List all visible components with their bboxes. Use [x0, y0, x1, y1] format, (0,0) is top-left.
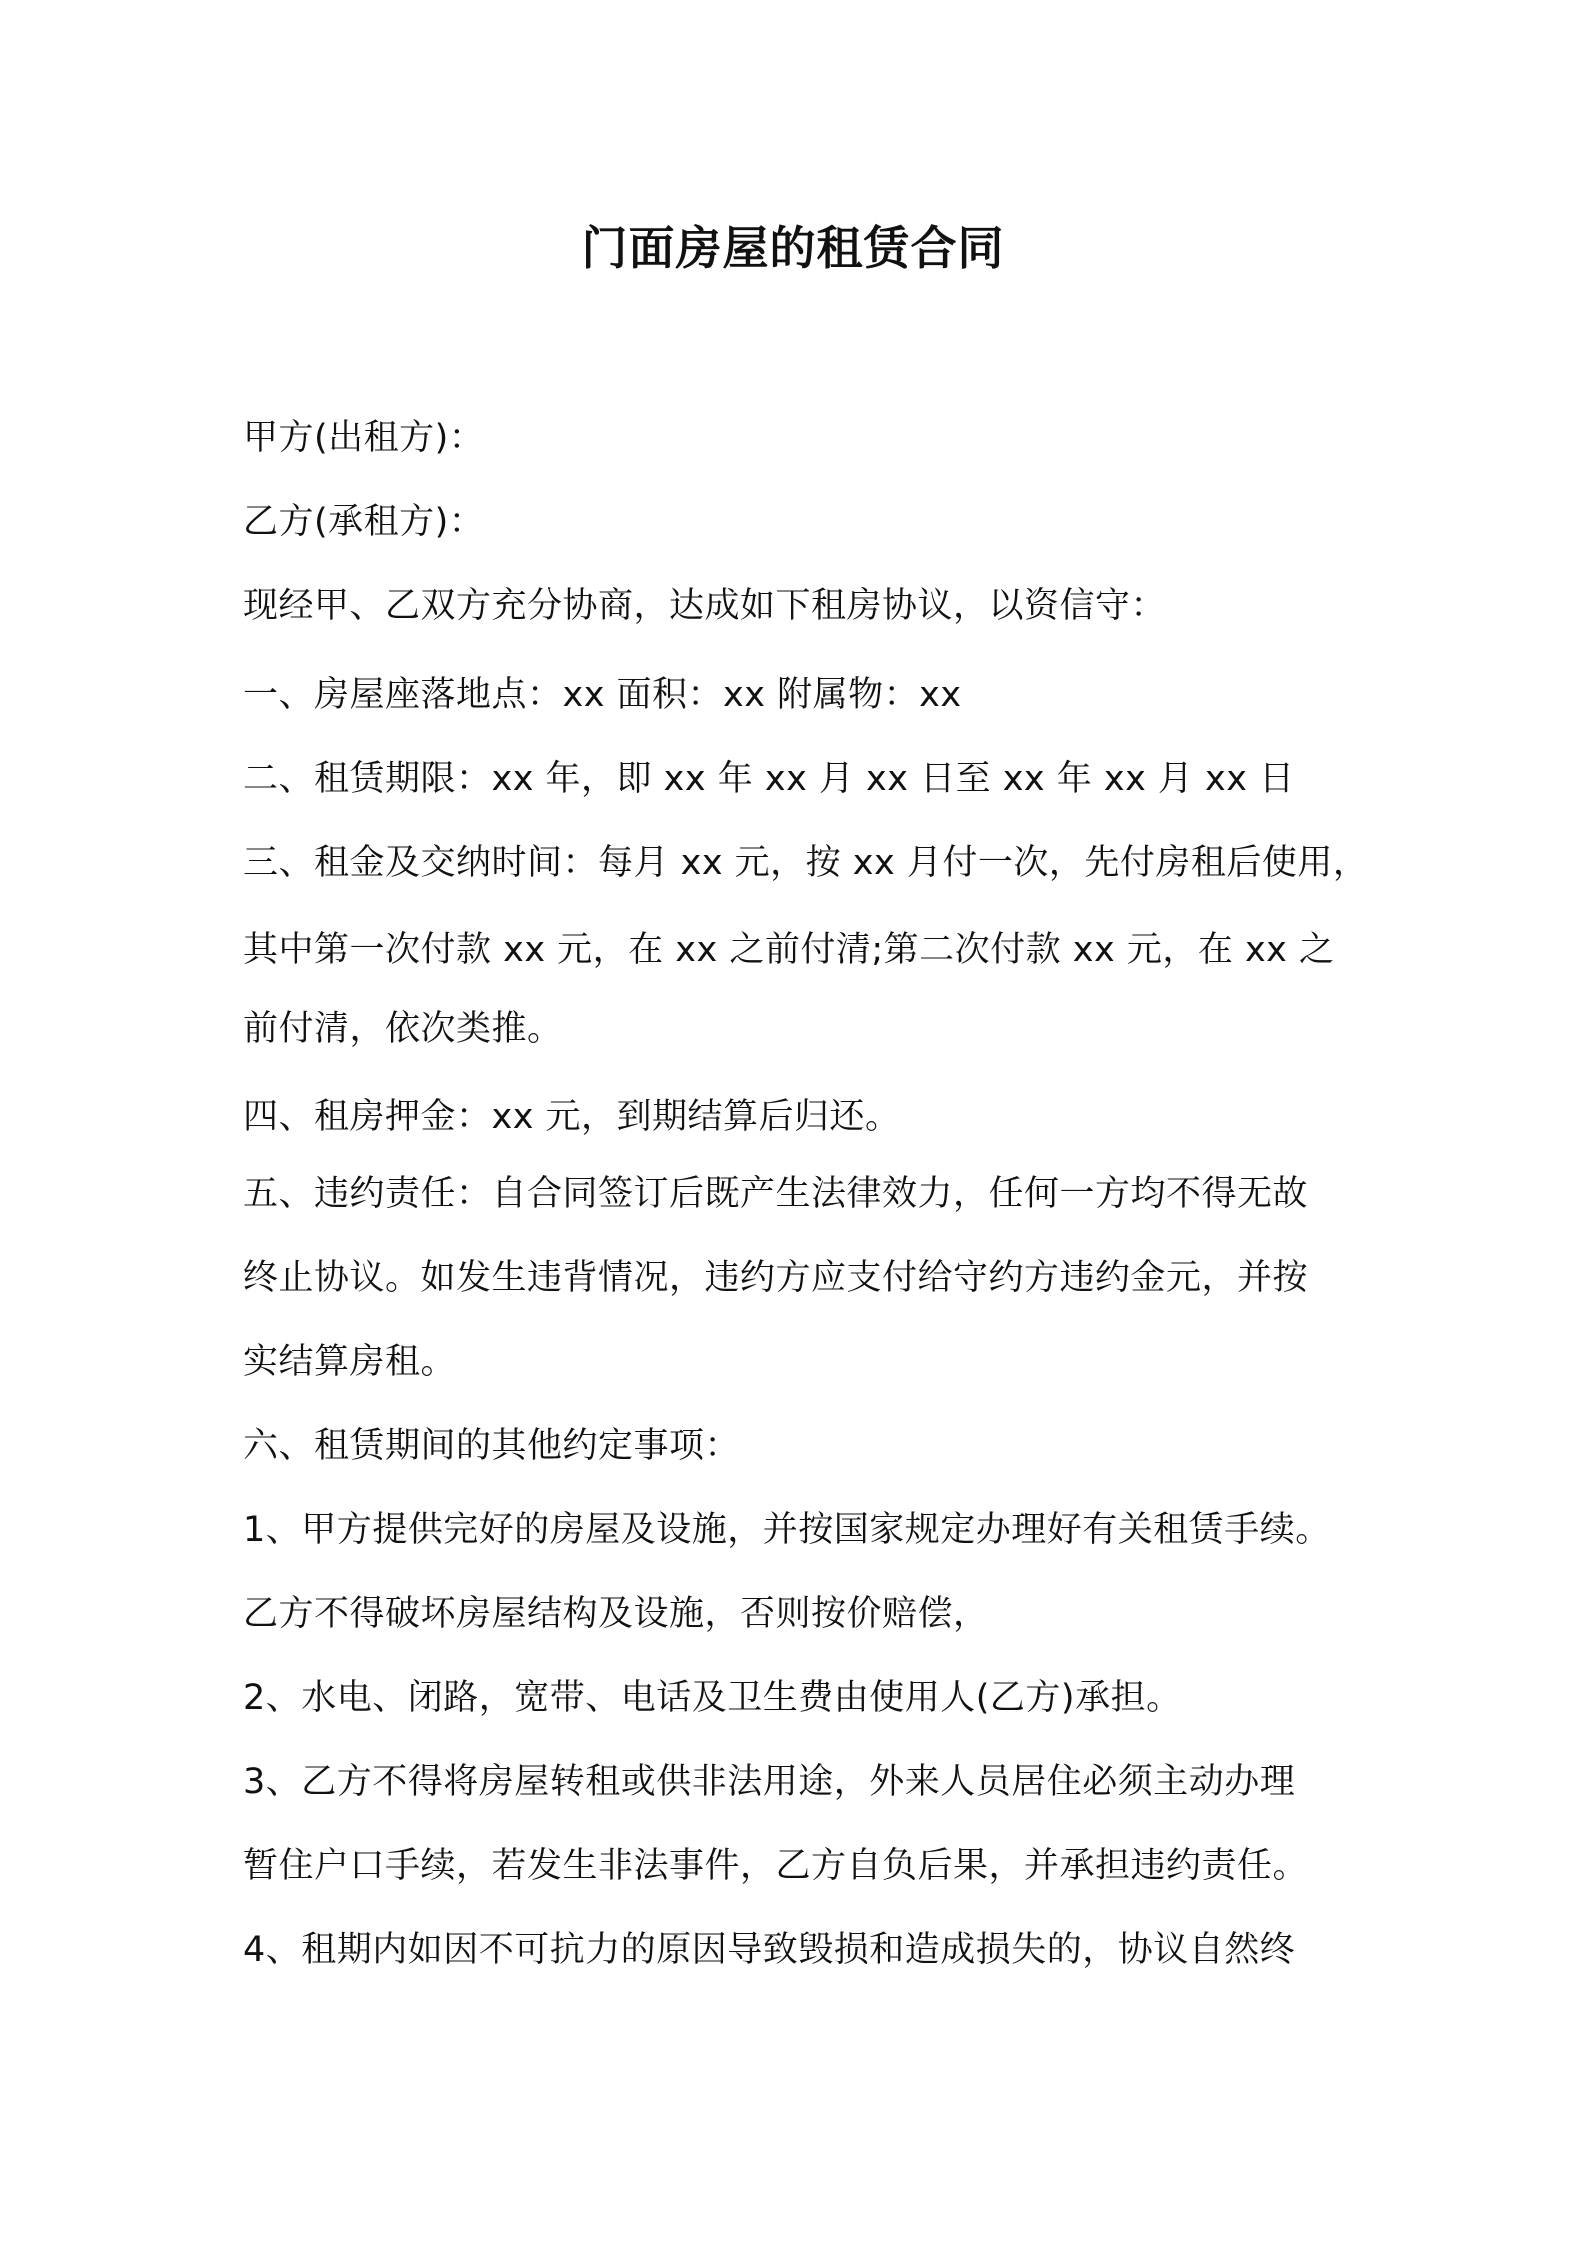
- clause-2-line: 二、租赁期限：xx 年，即 xx 年 xx 月 xx 日至 xx 年 xx 月 xx 日: [243, 759, 1295, 799]
- party-a-line: 甲方(出租方)：: [243, 418, 485, 458]
- item-3-line-1: 3、乙方不得将房屋转租或供非法用途，外来人员居住必须主动办理: [243, 1762, 1296, 1802]
- item-3-line-2: 暂住户口手续，若发生非法事件，乙方自负后果，并承担违约责任。: [243, 1846, 1309, 1886]
- clause-5-line-1: 五、违约责任：自合同签订后既产生法律效力，任何一方均不得无故: [243, 1174, 1309, 1214]
- clause-3-line-2: 其中第一次付款 xx 元，在 xx 之前付清;第二次付款 xx 元，在 xx 之: [243, 930, 1335, 970]
- clause-3-line-3: 前付清，依次类推。: [243, 1009, 563, 1049]
- item-4-line-1: 4、租期内如因不可抗力的原因导致毁损和造成损失的，协议自然终: [243, 1930, 1296, 1970]
- clause-5-line-2: 终止协议。如发生违背情况，违约方应支付给守约方违约金元，并按: [243, 1258, 1309, 1298]
- preamble-line: 现经甲、乙双方充分协商，达成如下租房协议，以资信守：: [243, 586, 1167, 626]
- item-2-line: 2、水电、闭路，宽带、电话及卫生费由使用人(乙方)承担。: [243, 1678, 1182, 1718]
- item-1-line-2: 乙方不得破坏房屋结构及设施，否则按价赔偿，: [243, 1594, 989, 1634]
- document-title: 门面房屋的租赁合同: [581, 221, 1005, 275]
- clause-5-line-3: 实结算房租。: [243, 1342, 457, 1382]
- item-1-line-1: 1、甲方提供完好的房屋及设施，并按国家规定办理好有关租赁手续。: [243, 1510, 1331, 1550]
- clause-3-line-1: 三、租金及交纳时间：每月 xx 元，按 xx 月付一次，先付房租后使用，: [243, 843, 1369, 883]
- clause-1-line: 一、房屋座落地点：xx 面积：xx 附属物：xx: [243, 675, 962, 715]
- party-b-line: 乙方(承租方)：: [243, 502, 485, 542]
- clause-6-heading: 六、租赁期间的其他约定事项：: [243, 1426, 741, 1466]
- clause-4-line: 四、租房押金：xx 元，到期结算后归还。: [243, 1097, 901, 1137]
